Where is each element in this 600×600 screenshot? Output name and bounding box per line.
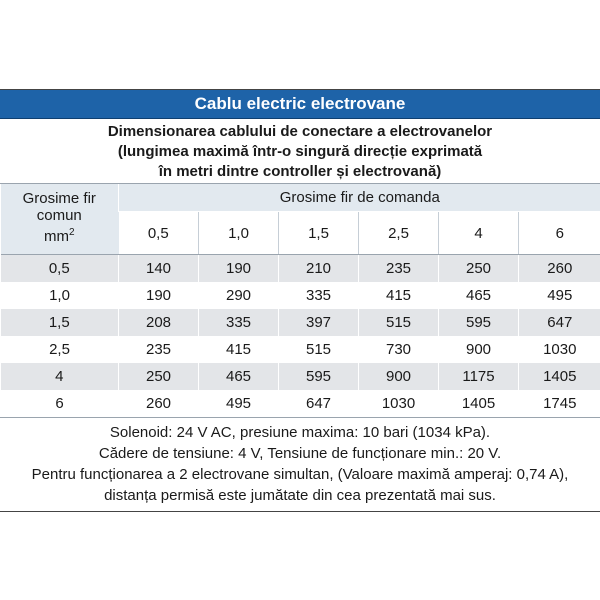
column-group-header: Grosime fir de comanda [119, 184, 600, 212]
column-header: 1,0 [199, 212, 279, 255]
table-cell: 235 [119, 336, 199, 363]
column-header: 0,5 [119, 212, 199, 255]
table-row [1, 390, 600, 417]
table-cell: 290 [199, 282, 279, 309]
column-header: 6 [519, 212, 600, 255]
table-cell: 335 [279, 282, 359, 309]
card-title: Cablu electric electrovane [0, 90, 600, 119]
table-cell: 1175 [439, 363, 519, 390]
table-cell: 1405 [519, 363, 600, 390]
table-cell: 465 [439, 282, 519, 309]
table-cell: 140 [119, 255, 199, 283]
table-cell: 465 [199, 363, 279, 390]
column-header: 1,5 [279, 212, 359, 255]
table-cell: 235 [359, 255, 439, 283]
table-row [1, 282, 600, 309]
cable-sizing-card [0, 89, 600, 512]
row-label: 6 [1, 390, 119, 417]
table-row [1, 336, 600, 363]
footnote-line-2: Cădere de tensiune: 4 V, Tensiune de funcționare min.: 20 V. [98, 445, 502, 462]
table-cell: 190 [199, 255, 279, 283]
table-cell: 250 [439, 255, 519, 283]
table-cell: 208 [119, 309, 199, 336]
table-cell: 595 [439, 309, 519, 336]
table-cell: 335 [199, 309, 279, 336]
table-cell: 210 [279, 255, 359, 283]
table-cell: 900 [359, 363, 439, 390]
footnote-line-3: Pentru funcționarea a 2 electrovane simultan, (Valoare maximă amperaj: 0,74 A), [31, 466, 569, 483]
row-header-line-2: comun [36, 207, 82, 224]
table-cell: 260 [119, 390, 199, 417]
table-cell: 415 [199, 336, 279, 363]
table-cell: 515 [279, 336, 359, 363]
table-row [1, 255, 600, 283]
row-label: 2,5 [1, 336, 119, 363]
table-cell: 515 [359, 309, 439, 336]
table-cell: 397 [279, 309, 359, 336]
column-header: 2,5 [359, 212, 439, 255]
row-header-line-3: $mm^2$ [43, 227, 75, 245]
card-subtitle [0, 119, 600, 184]
row-header-common-wire [1, 184, 119, 255]
table-row [1, 309, 600, 336]
table-cell: 1030 [359, 390, 439, 417]
row-header-line-1: Grosime fir [22, 190, 96, 207]
cable-length-table [0, 184, 600, 417]
table-cell: 730 [359, 336, 439, 363]
table-cell: 647 [519, 309, 600, 336]
table-cell: 1745 [519, 390, 600, 417]
table-cell: 495 [199, 390, 279, 417]
table-cell: 415 [359, 282, 439, 309]
subtitle-line-1: Dimensionarea cablului de conectare a electrovanelor [107, 123, 493, 140]
footnote-line-4: distanța permisă este jumătate din cea prezentată mai sus. [104, 487, 496, 504]
table-cell: 595 [279, 363, 359, 390]
subtitle-line-2: (lungimea maximă într-o singură direcție exprimată [117, 143, 483, 160]
table-cell: 647 [279, 390, 359, 417]
table-cell: 250 [119, 363, 199, 390]
table-row [1, 363, 600, 390]
table-cell: 260 [519, 255, 600, 283]
row-label: 0,5 [1, 255, 119, 283]
subtitle-line-3: în metri dintre controller și electrovană) [158, 163, 442, 180]
row-label: 1,5 [1, 309, 119, 336]
footnotes [0, 417, 600, 506]
table-cell: 495 [519, 282, 600, 309]
row-label: 1,0 [1, 282, 119, 309]
table-cell: 1030 [519, 336, 600, 363]
table-cell: 1405 [439, 390, 519, 417]
footnote-line-1: Solenoid: 24 V AC, presiune maxima: 10 bari (1034 kPa). [109, 424, 491, 441]
table-cell: 900 [439, 336, 519, 363]
row-label: 4 [1, 363, 119, 390]
column-header: 4 [439, 212, 519, 255]
table-cell: 190 [119, 282, 199, 309]
